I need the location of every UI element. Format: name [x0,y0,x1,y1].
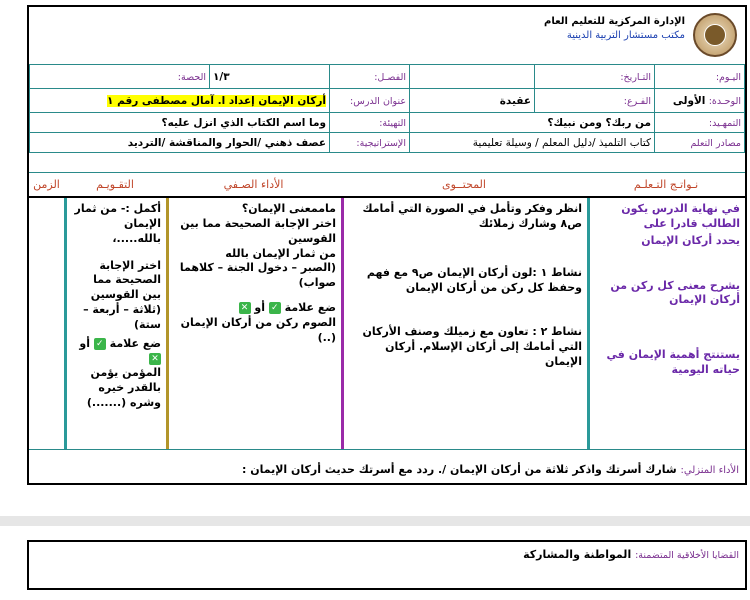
strategy-value: عصف ذهني /الحوار والمناقشة /الترديد [127,136,326,149]
outcomes-column [587,198,745,449]
outcome-item: يستنتج أهمية الإيمان في حياته اليومية [606,348,740,377]
unit-label: الوحـدة: [708,95,741,107]
content-item: نشاط ٢ : تعاون مع زميلك وصنف الأركان التي أمامك إلى أركان الإسلام. أركان الإيمان [362,325,582,369]
performance-q1: ماممعنى الإيمان؟ [241,202,336,215]
day-label: اليـوم: [715,71,741,83]
branch-cell [535,89,655,113]
date-cell [535,65,655,89]
performance-q2: اختر الإجابة الصحيحة مما بين القوسين [180,216,336,245]
evaluation-e3-statement: المؤمن يؤمن بالقدر خيره وشره (.......) [86,366,161,410]
check-mark-icon: ✓ [94,338,106,350]
intro-label-2: التهيئة: [379,117,406,129]
class-value: ١/٣ [213,70,230,83]
issues-label: القضايا الأخلاقية المتضمنة: [635,550,739,561]
sources-label-cell [655,133,745,153]
homework-text: شارك أسرتك واذكر ثلاثة من أركان الإيمان /. ردد مع أسرتك حديث أركان الإيمان : [241,463,677,476]
content-item: نشاط ١ :لون أركان الإيمان ص٩ مع فهم وحفظ كل ركن من أركان الإيمان [366,265,582,294]
branch-label: الفـرع: [623,95,651,107]
branch-value-cell [410,89,535,113]
issues-line [29,542,745,561]
q4-or: أو [254,301,265,315]
performance-q4 [174,301,336,316]
lesson-plan-sheet [27,5,747,485]
strategy-label: الإستراتيجية: [356,137,406,149]
sheet-header [29,7,745,63]
e3-prefix: ضع علامة [109,336,161,350]
homework-row [29,451,745,483]
class-value-cell [210,65,330,89]
header-time: الزمن [33,178,60,191]
cross-mark-icon: ✕ [149,353,161,365]
q4-prefix: ضع علامة [284,301,336,315]
e3-or: أو [79,336,90,350]
eagle-emblem-icon [704,24,726,46]
evaluation-column [64,198,166,449]
header-content: المحتــوى [442,178,486,191]
intro-value-cell [410,113,655,133]
header-outcomes: نـواتـج التـعلـم [633,178,699,191]
period-cell [30,65,210,89]
evaluation-e1: أكمل :- من ثمار الإيمان بالله.....، [74,202,161,245]
lesson-value-cell [30,89,330,113]
empty-cell [410,65,535,89]
header-performance: الأداء الصـفي [223,178,284,191]
cross-mark-icon: ✕ [239,302,251,314]
day-cell [655,65,745,89]
strategy-label-cell [330,133,410,153]
evaluation-e3 [72,337,161,367]
strategy-value-cell [30,133,330,153]
time-column [29,198,64,449]
unit-value: الأولى [672,94,706,107]
unit-cell [655,89,745,113]
outcome-item: في نهاية الدرس يكون الطالب قادرا على [621,202,740,230]
branch-value: عقيدة [499,94,531,107]
lesson-label-cell [330,89,410,113]
lesson-title: أركان الإيمان إعداد ا. آمال مصطفى رقم ١ [107,94,326,107]
org-line-1: الإدارة المركزية للتعليم العام [544,16,685,27]
performance-q3-options: (الصبر – دخول الجنة – كلاهما صواب) [179,261,336,290]
intro-label-cell [655,113,745,133]
evaluation-e2: اختر الإجابة الصحيحة مما بين القوسين [90,258,161,302]
ministry-logo [693,13,737,57]
sources-value-cell [410,133,655,153]
issues-box [27,540,747,590]
issues-value: المواطنة والمشاركة [523,548,632,561]
content-item: انظر وفكر وتأمل في الصورة التي أمامك ص٨ وشارك زملائك [362,202,582,230]
intro-value-2-cell [30,113,330,133]
organization-name [544,15,685,42]
page-separator [0,516,750,526]
check-mark-icon: ✓ [269,302,281,314]
outcome-item: يشرح معنى كل ركن من أركان الإيمان [610,278,740,307]
date-label: التـاريخ: [620,71,651,83]
header-evaluation: التقـويـم [96,178,134,191]
homework-label: الأداء المنزلي: [680,465,739,476]
intro-question-2: وما اسم الكتاب الذي انزل عليه؟ [161,116,326,129]
lesson-info-table [29,64,745,153]
content-column [341,198,587,449]
intro-question-1: من ربك؟ ومن نبيك؟ [547,116,651,129]
performance-q4-statement: الصوم ركن من أركان الإيمان (..) [180,315,336,344]
sources-value: كتاب التلميذ /دليل المعلم / وسيلة تعليمية [472,136,651,149]
class-label: الفصـل: [374,71,406,83]
lesson-body [29,198,745,450]
class-label-cell [330,65,410,89]
intro-label: التمهـيد: [708,117,741,129]
lesson-label: عنوان الدرس: [350,95,406,107]
performance-q3: من ثمار الإيمان بالله [225,246,336,260]
sources-label: مصادر التعلم [690,137,741,149]
outcome-item: يحدد أركان الإيمان [641,233,740,247]
column-headers [29,172,745,198]
intro-label-2-cell [330,113,410,133]
performance-column [166,198,341,449]
evaluation-e2-options: (ثلاثة – أربعة – ستة) [83,303,161,331]
period-label: الحصة: [177,71,206,83]
org-line-2: مكتب مستشار التربية الدينية [566,29,685,41]
